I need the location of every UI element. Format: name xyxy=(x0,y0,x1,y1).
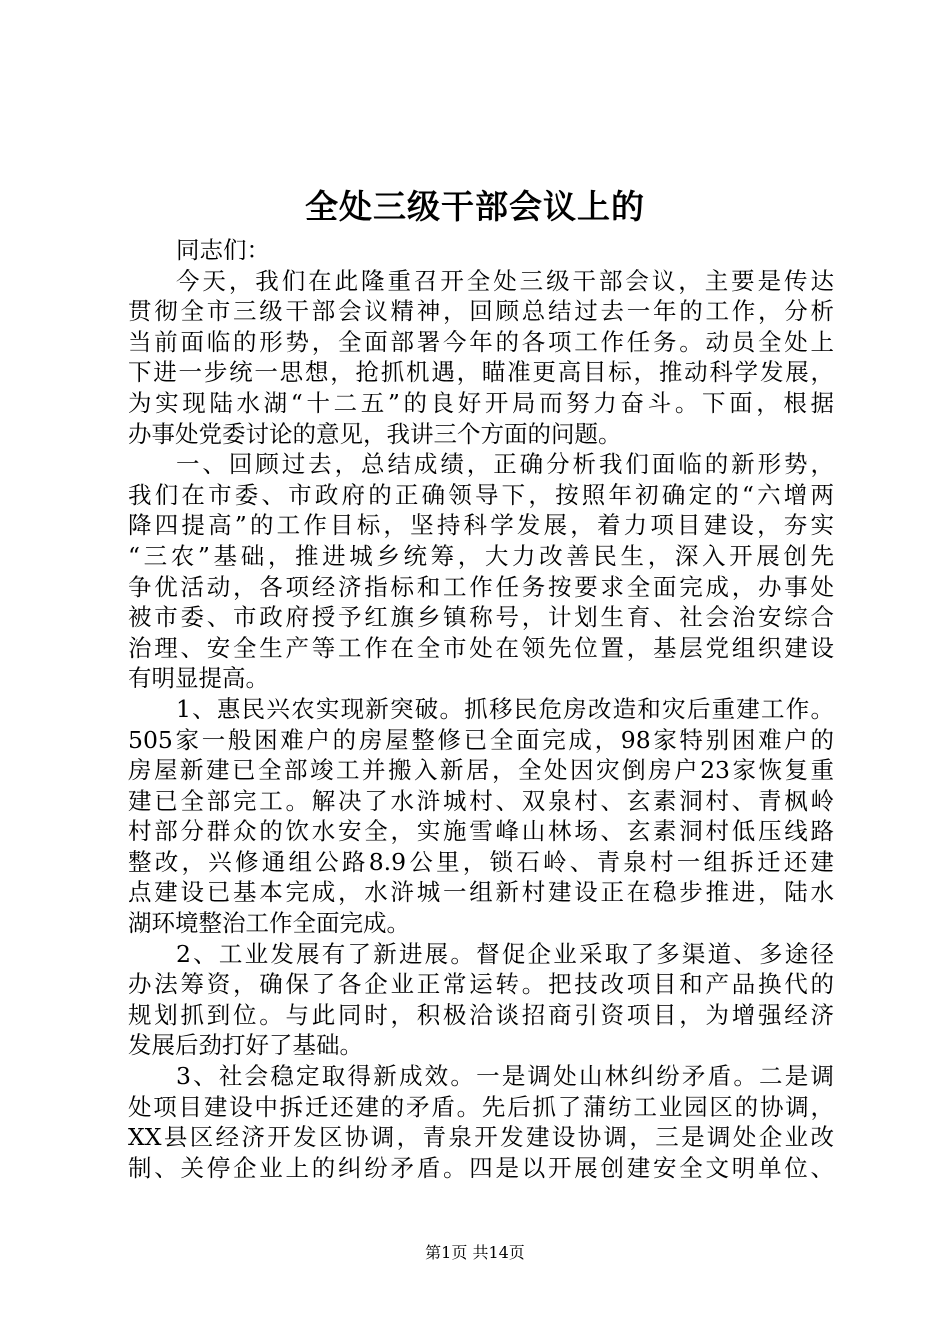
text-line: 505家一般困难户的房屋整修已全面完成，98家特别困难户的 xyxy=(128,725,834,754)
page-footer: 第1页 共14页 xyxy=(425,1243,525,1262)
text-line: 制、关停企业上的纠纷矛盾。四是以开展创建安全文明单位、 xyxy=(128,1153,834,1182)
document-title: 全处三级干部会议上的 xyxy=(305,187,645,226)
text-line: 发展后劲打好了基础。 xyxy=(128,1031,363,1060)
text-line: 我们在市委、市政府的正确领导下，按照年初确定的“六增两 xyxy=(128,480,834,509)
text-line: 1、惠民兴农实现新突破。抓移民危房改造和灾后重建工作。 xyxy=(176,694,834,723)
text-line: 房屋新建已全部竣工并搬入新居，全处因灾倒房户23家恢复重 xyxy=(128,756,834,785)
text-line: 湖环境整治工作全面完成。 xyxy=(128,909,410,938)
text-line: 今天，我们在此隆重召开全处三级干部会议，主要是传达 xyxy=(176,266,834,295)
text-line: 降四提高”的工作目标，坚持科学发展，着力项目建设，夯实 xyxy=(128,511,834,540)
text-line: 点建设已基本完成，水浒城一组新村建设正在稳步推进，陆水 xyxy=(128,878,834,907)
text-line: 下进一步统一思想，抢抓机遇，瞄准更高目标，推动科学发展， xyxy=(128,358,834,387)
text-line: 村部分群众的饮水安全，实施雪峰山林场、玄素洞村低压线路 xyxy=(128,817,834,846)
text-line: 处项目建设中拆迁还建的矛盾。先后抓了蒲纺工业园区的协调， xyxy=(128,1092,834,1121)
text-line: 2、工业发展有了新进展。督促企业采取了多渠道、多途径 xyxy=(176,939,834,968)
text-line: 规划抓到位。与此同时，积极洽谈招商引资项目，为增强经济 xyxy=(128,1000,834,1029)
document-body xyxy=(128,235,834,1183)
text-line: 治理、安全生产等工作在全市处在领先位置，基层党组织建设 xyxy=(128,633,834,662)
text-line: 办事处党委讨论的意见，我讲三个方面的问题。 xyxy=(128,419,622,448)
text-line: 一、回顾过去，总结成绩，正确分析我们面临的新形势， xyxy=(176,450,834,479)
text-line: 争优活动，各项经济指标和工作任务按要求全面完成，办事处 xyxy=(128,572,834,601)
text-line: 为实现陆水湖“十二五”的良好开局而努力奋斗。下面，根据 xyxy=(128,388,834,417)
text-line: 被市委、市政府授予红旗乡镇称号，计划生育、社会治安综合 xyxy=(128,603,834,632)
text-line: 当前面临的形势，全面部署今年的各项工作任务。动员全处上 xyxy=(128,327,834,356)
text-line: 同志们： xyxy=(176,236,270,264)
text-line: 建已全部完工。解决了水浒城村、双泉村、玄素洞村、青枫岭 xyxy=(128,786,834,815)
text-line: XX县区经济开发区协调，青泉开发建设协调，三是调处企业改 xyxy=(128,1123,834,1152)
text-line: 办法筹资，确保了各企业正常运转。把技改项目和产品换代的 xyxy=(128,970,834,999)
text-line: 3、社会稳定取得新成效。一是调处山林纠纷矛盾。二是调 xyxy=(176,1062,834,1091)
text-line: 整改，兴修通组公路8.9公里，锁石岭、青泉村一组拆迁还建 xyxy=(128,847,834,876)
text-line: 贯彻全市三级干部会议精神，回顾总结过去一年的工作，分析 xyxy=(128,297,834,326)
text-line: 有明显提高。 xyxy=(128,664,269,693)
text-line: “三农”基础，推进城乡统筹，大力改善民生，深入开展创先 xyxy=(128,541,834,570)
